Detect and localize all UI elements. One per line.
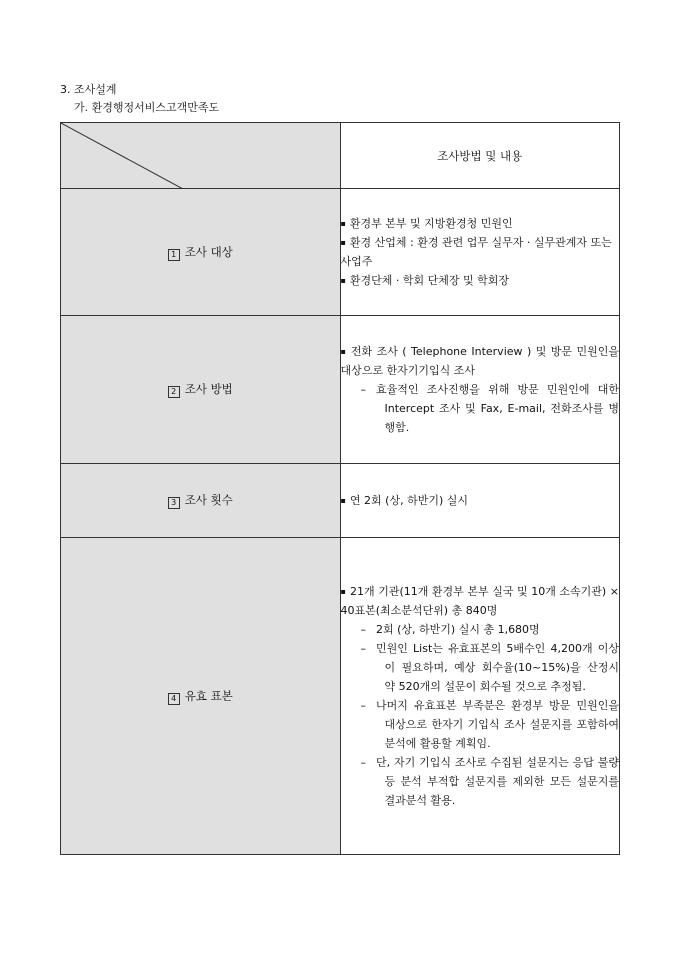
bullet-icon: ▪ xyxy=(340,496,346,505)
section-heading: 3. 조사설계 xyxy=(60,83,117,96)
table-header-row xyxy=(61,123,620,189)
row-label-cell xyxy=(61,189,341,316)
list-item: – 2회 (상, 하반기) 실시 총 1,680명 xyxy=(360,623,540,636)
table-corner-cell xyxy=(61,123,341,189)
bullet-icon: ▪ xyxy=(340,347,347,356)
row-number-box: 1 xyxy=(168,249,180,261)
table-row xyxy=(61,464,620,538)
row-content-cell xyxy=(340,538,620,855)
list-item: ▪ 전화 조사 ( Telephone Interview ) 및 방문 민원인을 대상으로 한자기기입식 조사 xyxy=(340,345,619,377)
row-label: 조사 횟수 xyxy=(184,493,233,507)
survey-design-table xyxy=(60,122,620,855)
row-number-box: 2 xyxy=(168,386,180,398)
dash-icon: – xyxy=(360,623,366,636)
section-subheading: 가. 환경행정서비스고객만족도 xyxy=(74,101,220,114)
list-item: – 나머지 유효표본 부족분은 환경부 방문 민원인을 대상으로 한자기 기입식 조사 설문지를 포함하여 분석에 활용할 계획임. xyxy=(360,699,619,750)
dash-icon: – xyxy=(360,699,366,712)
bullet-icon: ▪ xyxy=(340,219,346,228)
list-item: – 민원인 List는 유효표본의 5배수인 4,200개 이상이 필요하며, 예상 회수율(10~15%)을 산정시 약 520개의 설문이 회수될 것으로 추정됨. xyxy=(360,642,619,693)
list-item: – 효율적인 조사진행을 위해 방문 민원인에 대한 Intercept 조사 및 Fax, E-mail, 전화조사를 병행함. xyxy=(360,383,619,434)
row-label: 조사 방법 xyxy=(184,382,233,396)
list-item: – 단, 자기 기입식 조사로 수집된 설문지는 응답 불량 등 분석 부적합 설문지를 제외한 모든 설문지를 결과분석 활용. xyxy=(360,756,619,807)
row-label-cell xyxy=(61,538,341,855)
list-item: ▪ 환경단체 · 학회 단체장 및 학회장 xyxy=(340,274,510,287)
row-content-cell xyxy=(340,189,620,316)
dash-icon: – xyxy=(360,756,366,769)
table-row xyxy=(61,538,620,855)
bullet-icon: ▪ xyxy=(340,238,346,247)
bullet-icon: ▪ xyxy=(340,587,346,596)
diagonal-line xyxy=(61,123,183,189)
row-number-box: 4 xyxy=(168,693,180,705)
list-item: ▪ 21개 기관(11개 환경부 본부 실국 및 10개 소속기관) × 40표본(최소분석단위) 총 840명 xyxy=(340,585,620,617)
list-item: ▪ 연 2회 (상, 하반기) 실시 xyxy=(340,494,468,507)
table-row xyxy=(61,316,620,464)
bullet-icon: ▪ xyxy=(340,276,346,285)
dash-icon: – xyxy=(360,383,366,396)
list-item: ▪ 환경부 본부 및 지방환경청 민원인 xyxy=(340,217,513,230)
row-content-cell xyxy=(340,316,620,464)
table-row xyxy=(61,189,620,316)
row-label-cell xyxy=(61,464,341,538)
dash-icon: – xyxy=(360,642,366,655)
list-item: ▪ 환경 산업체 : 환경 관련 업무 실무자 · 실무관계자 또는 사업주 xyxy=(340,236,612,268)
row-label: 조사 대상 xyxy=(184,244,233,259)
row-label-cell xyxy=(61,316,341,464)
row-label: 유효 표본 xyxy=(184,688,233,703)
table-header-title: 조사방법 및 내용 xyxy=(340,123,620,189)
row-content-cell xyxy=(340,464,620,538)
row-number-box: 3 xyxy=(168,497,180,509)
